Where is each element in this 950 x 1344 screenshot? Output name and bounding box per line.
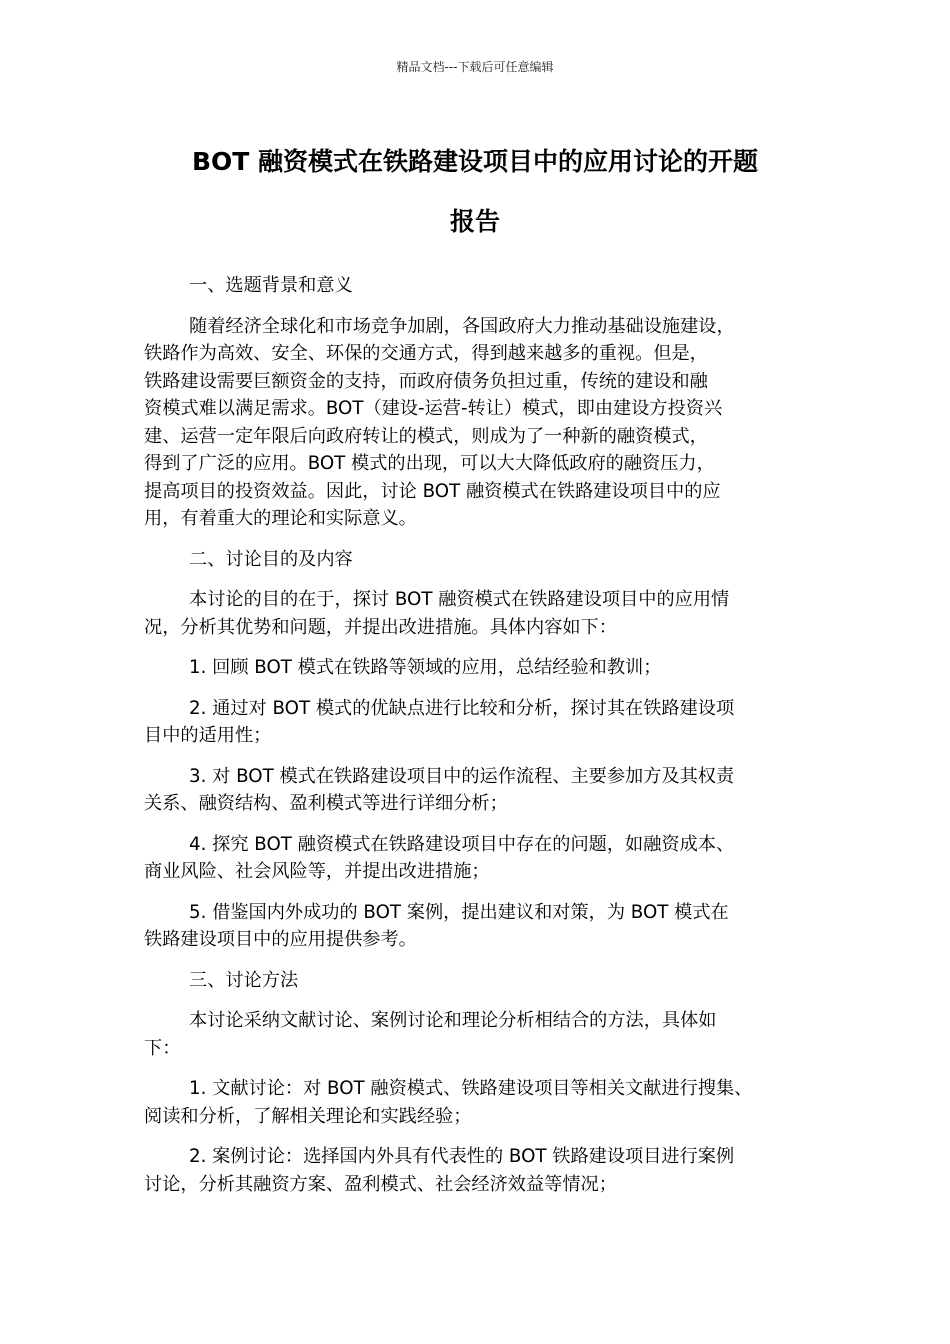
paragraph-line: 况，分析其优势和问题，并提出改进措施。具体内容如下： (144, 616, 617, 638)
paragraph-line: 随着经济全球化和市场竞争加剧，各国政府大力推动基础设施建设， (189, 315, 735, 337)
paragraph-line: 5. 借鉴国内外成功的 BOT 案例，提出建议和对策，为 BOT 模式在 (189, 901, 729, 923)
paragraph-line: 1. 回顾 BOT 模式在铁路等领域的应用，总结经验和教训； (189, 657, 662, 678)
paragraph-line: 讨论，分析其融资方案、盈利模式、社会经济效益等情况； (144, 1173, 617, 1195)
paragraph (144, 967, 810, 995)
paragraph-line: 用，有着重大的理论和实际意义。 (144, 508, 417, 529)
document-body (144, 272, 810, 1211)
document-title (110, 132, 840, 252)
paragraph (144, 1075, 810, 1130)
paragraph-line: 4. 探究 BOT 融资模式在铁路建设项目中存在的问题，如融资成本、 (189, 833, 735, 855)
paragraph (144, 695, 810, 750)
paragraph-line: 商业风险、社会风险等，并提出改进措施； (144, 861, 490, 882)
paragraph-line: 铁路建设项目中的应用提供参考。 (144, 929, 417, 950)
paragraph-line: 2. 通过对 BOT 模式的优缺点进行比较和分析，探讨其在铁路建设项 (189, 697, 735, 719)
paragraph (144, 586, 810, 641)
paragraph-line: 关系、融资结构、盈利模式等进行详细分析； (144, 793, 508, 814)
paragraph-line: 提高项目的投资效益。因此，讨论 BOT 融资模式在铁路建设项目中的应 (144, 480, 721, 502)
paragraph (144, 313, 810, 533)
paragraph (144, 831, 810, 886)
paragraph-line: 2. 案例讨论：选择国内外具有代表性的 BOT 铁路建设项目进行案例 (189, 1146, 735, 1167)
paragraph (144, 546, 810, 574)
paragraph-line: 建、运营一定年限后向政府转让的模式，则成为了一种新的融资模式， (144, 425, 708, 447)
paragraph-line: 3. 对 BOT 模式在铁路建设项目中的运作流程、主要参加方及其权责 (189, 765, 735, 787)
title-line-1: BOT 融资模式在铁路建设项目中的应用讨论的开题 (191, 147, 759, 176)
paragraph-line: 1. 文献讨论：对 BOT 融资模式、铁路建设项目等相关文献进行搜集、 (189, 1078, 753, 1099)
title-line-2: 报告 (449, 207, 500, 236)
paragraph-line: 二、讨论目的及内容 (189, 548, 353, 570)
paragraph-line: 三、讨论方法 (189, 969, 299, 991)
paragraph-line: 本讨论的目的在于，探讨 BOT 融资模式在铁路建设项目中的应用情 (189, 589, 730, 610)
paragraph-line: 下： (144, 1037, 181, 1059)
paragraph-line: 目中的适用性； (144, 725, 272, 746)
paragraph-line: 阅读和分析，了解相关理论和实践经验； (144, 1105, 472, 1127)
paragraph-line: 本讨论采纳文献讨论、案例讨论和理论分析相结合的方法，具体如 (189, 1010, 717, 1031)
paragraph (144, 1007, 810, 1062)
paragraph-line: 资模式难以满足需求。BOT（建设-运营-转让）模式，即由建设方投资兴 (144, 398, 723, 419)
paragraph-line: 一、选题背景和意义 (189, 275, 353, 296)
paragraph-line: 铁路作为高效、安全、环保的交通方式，得到越来越多的重视。但是， (144, 343, 708, 364)
paragraph-line: 铁路建设需要巨额资金的支持，而政府债务负担过重，传统的建设和融 (144, 370, 708, 392)
paragraph (144, 654, 810, 682)
paragraph (144, 1143, 810, 1198)
page-header: 精品文档---下载后可任意编辑 (396, 60, 554, 74)
paragraph-line: 得到了广泛的应用。BOT 模式的出现，可以大大降低政府的融资压力， (144, 453, 715, 474)
paragraph (144, 899, 810, 954)
paragraph (144, 272, 810, 300)
paragraph (144, 763, 810, 818)
